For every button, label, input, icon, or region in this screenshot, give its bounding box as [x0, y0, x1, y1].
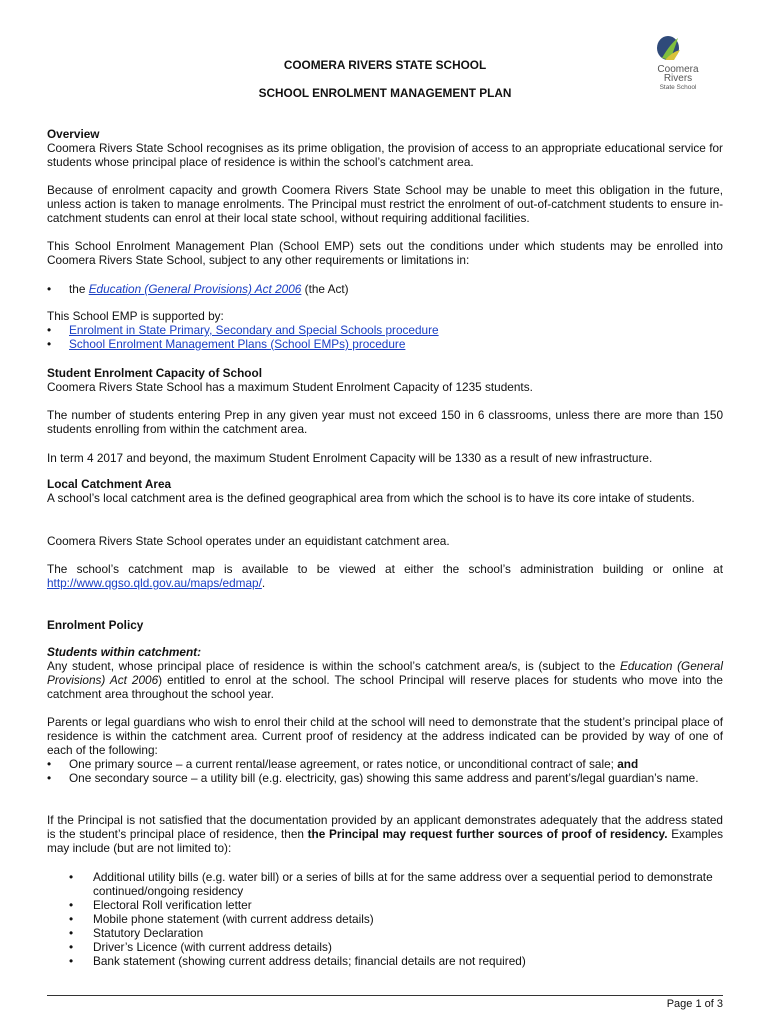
policy-p3: [47, 813, 723, 855]
logo-text: [648, 65, 708, 92]
list-item: • Additional utility bills (e.g. water bill) or a series of bills at for the same address over a sequential period to demonstrate continued/ongoing residency: [47, 870, 723, 898]
list-item: • One secondary source – a utility bill (e.g. electricity, gas) showing this same address and parent’s/legal guardian’s name.: [47, 771, 723, 785]
list-item: • Electoral Roll verification letter: [47, 898, 723, 912]
act-list: [47, 282, 723, 296]
overview-p2: Because of enrolment capacity and growth Coomera Rivers State School may be unable to meet this obligation in the future, unless action is taken to manage enrolments. The Principal must restrict the enrolment of out-of-catchment students to ensure in-catchment students can enrol at their local state school, without requiring additional facilities.: [47, 183, 723, 225]
catchment-heading: Local Catchment Area: [47, 477, 172, 491]
act-prefix: the: [69, 282, 89, 296]
catchment-p1: A school’s local catchment area is the defined geographical area from which the school is to have its core intake of students.: [47, 491, 695, 505]
list-item: • Driver’s Licence (with current address details): [47, 940, 723, 954]
policy-p3a: If the Principal is not satisfied that the documentation provided by an applicant demonstrates adequately that the address stated is the student’s principal place of residence, then: [47, 813, 723, 841]
proof-list: [47, 757, 723, 785]
proof-bullet-1: One primary source – a current rental/lease agreement, or rates notice, or unconditional contract of sale;: [69, 757, 618, 771]
footer-divider: [47, 995, 723, 996]
logo-line-3: State School: [659, 84, 697, 91]
catchment-p3-end: .: [261, 576, 266, 590]
list-item: [47, 337, 723, 351]
emp-procedure-link[interactable]: School Enrolment Management Plans (School EMPs) procedure: [69, 337, 406, 351]
capacity-p3: In term 4 2017 and beyond, the maximum Student Enrolment Capacity will be 1330 as a result of new infrastructure.: [47, 451, 653, 465]
procedure-list: [47, 323, 723, 351]
enrolment-procedure-link[interactable]: Enrolment in State Primary, Secondary and Special Schools procedure: [69, 323, 439, 337]
capacity-p1: Coomera Rivers State School has a maximum Student Enrolment Capacity of 1235 students.: [47, 380, 533, 394]
act-link[interactable]: Education (General Provisions) Act 2006: [88, 282, 302, 296]
capacity-heading: Student Enrolment Capacity of School: [47, 366, 262, 380]
school-title: COOMERA RIVERS STATE SCHOOL: [283, 58, 487, 72]
policy-p1a: Any student, whose principal place of residence is within the school’s catchment area/s, is (subject to the: [47, 659, 620, 673]
catchment-map-link[interactable]: http://www.qgso.qld.gov.au/maps/edmap/: [47, 576, 262, 590]
policy-p3b: Examples may include (but are not limited to):: [47, 827, 723, 855]
policy-p1: [47, 659, 723, 701]
catchment-p3: [47, 562, 723, 590]
policy-p1b: ) entitled to enrol at the school. The school Principal will reserve places for students who move into the catchment area throughout the school year.: [47, 673, 723, 701]
catchment-p2: Coomera Rivers State School operates under an equidistant catchment area.: [47, 534, 450, 548]
document-title: SCHOOL ENROLMENT MANAGEMENT PLAN: [258, 86, 512, 100]
overview-p3: This School Enrolment Management Plan (School EMP) sets out the conditions under which students may be enrolled into Coomera Rivers State School, subject to any other requirements or limitations in:: [47, 239, 723, 267]
list-item: • Statutory Declaration: [47, 926, 723, 940]
list-item: • Bank statement (showing current address details; financial details are not required): [47, 954, 723, 968]
policy-p3-bold: the Principal may request further sources of proof of residency.: [307, 827, 668, 841]
policy-p2: Parents or legal guardians who wish to enrol their child at the school will need to demonstrate that the student’s principal place of residence is within the catchment area. Current proof of residency at the address indicated can be provided by way of one of each of the following:: [47, 715, 723, 757]
overview-section: [47, 127, 723, 169]
examples-list: [47, 870, 723, 968]
act-suffix: (the Act): [301, 282, 349, 296]
list-item: [47, 757, 723, 771]
logo-line-1: Coomera: [657, 64, 699, 75]
list-item: [47, 323, 723, 337]
logo-line-2: Rivers: [663, 73, 693, 84]
catchment-p3-text: The school’s catchment map is available to be viewed at either the school’s administration building or online at: [47, 562, 723, 576]
policy-p1-act: Education (General Provisions) Act 2006: [47, 659, 723, 687]
overview-p1: Coomera Rivers State School recognises as its prime obligation, the provision of access to an appropriate educational service for students whose principal place of residence is within the school’s catchment area.: [47, 141, 723, 169]
supported-text: This School EMP is supported by:: [47, 309, 224, 323]
list-item: [47, 282, 723, 296]
list-item: • Mobile phone statement (with current address details): [47, 912, 723, 926]
overview-heading: Overview: [47, 127, 100, 141]
policy-heading: Enrolment Policy: [47, 618, 144, 632]
capacity-p2: The number of students entering Prep in any given year must not exceed 150 in 6 classrooms, unless there are more than 150 students enrolling from within the catchment area.: [47, 408, 723, 436]
policy-subheading: Students within catchment:: [47, 645, 202, 659]
page-number: Page 1 of 3: [666, 998, 723, 1010]
proof-bullet-1-and: and: [617, 757, 639, 771]
